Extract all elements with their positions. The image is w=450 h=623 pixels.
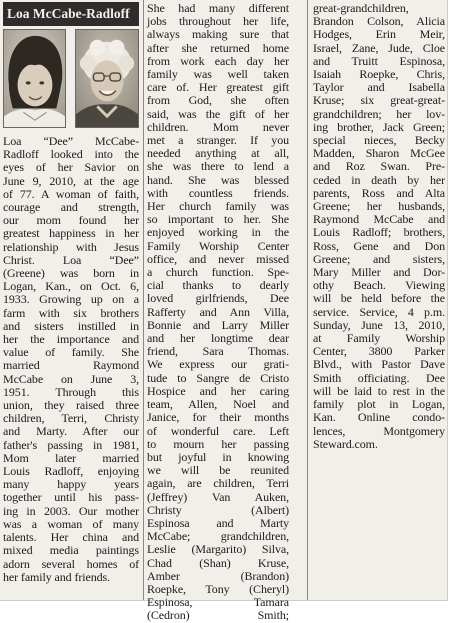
text-line: at Family Worship (313, 331, 445, 346)
text-line: Louis Radloff; brothers, (313, 225, 445, 240)
text-line: said, was the gift of her (147, 106, 289, 121)
text-line: Chad (Shan) Kruse, (147, 555, 289, 570)
text-line: Kruse; six great-great- (313, 93, 445, 108)
text-line: her the importance and (3, 332, 139, 347)
text-line: Radloff looked into the (3, 147, 139, 162)
text-line: Louis Radloff, enjoying (3, 464, 139, 479)
text-line: value of family. She (3, 345, 139, 360)
text-line: Hodges, Erin Meir, (313, 27, 445, 42)
text-line: Brandon Colson, Alicia (313, 14, 445, 29)
text-line: Sunday, June 13, 2010, (313, 317, 445, 332)
text-line: Isaiah Roepke, Chris, (313, 67, 445, 82)
column-1 (3, 2, 139, 598)
text-line: 1951. Through this (3, 384, 139, 399)
text-line: family was well taken (147, 67, 289, 82)
text-line: ing brother, Jack Green; (313, 119, 445, 134)
text-line: Greene; and sisters, (313, 251, 445, 266)
text-line: relationship with Jesus (3, 239, 139, 254)
text-line: friend, Sara Thomas. (147, 344, 289, 359)
text-line: we will be reunited (147, 463, 289, 478)
text-line: (Cedron) Smith; (147, 608, 289, 623)
text-line: lences, Montgomery (313, 423, 445, 438)
text-line: ceded in death by her (313, 172, 445, 187)
text-line: great-grandchildren, (313, 1, 409, 15)
text-line: father's passing in 1981, (3, 437, 139, 452)
text-line: to mourn her passing (147, 436, 289, 451)
text-line: so important to her. She (147, 212, 289, 227)
text-line: and Marty. After our (3, 424, 139, 439)
text-line: Janice, for their months (147, 410, 289, 425)
childhood-photo (3, 29, 66, 128)
text-line: needed anything at all, (147, 146, 289, 161)
text-line: Israel, Zane, Jude, Cloe (313, 40, 445, 55)
text-line: her family and friends. (3, 569, 110, 584)
text-line: Blvd., with Pastor Dave (313, 357, 445, 372)
text-line: Family Worship Center (147, 238, 289, 253)
text-line: after she returned home (147, 40, 289, 55)
text-line: met a stranger. If you (147, 133, 289, 148)
text-line: children, Terri, Christy (3, 411, 139, 426)
text-line: Christ. Loa “Dee” (3, 252, 139, 267)
text-line: Taylor and Isabella (313, 80, 445, 95)
text-line: parents, Ross and Alta (313, 185, 445, 200)
text-line: and her longtime dear (147, 331, 289, 346)
column-3 (313, 2, 445, 598)
text-line: union, they raised three (3, 398, 139, 413)
text-line: children. Mom never (147, 119, 289, 134)
text-line: farm with six brothers (3, 305, 139, 320)
text-line: Smith officiating. Dee (313, 370, 445, 385)
text-line: June 9, 2010, at the age (3, 173, 139, 188)
text-line: Espinosa and Marty (147, 515, 289, 530)
text-line: Christy (Albert) (147, 502, 289, 517)
text-line: Hospice and her caring (147, 383, 289, 398)
text-line: tude to Sangre de Cristo (147, 370, 289, 385)
text-line: courage and strength, (3, 200, 139, 215)
text-line: enjoyed working in the (147, 225, 289, 240)
text-line: married Raymond (3, 358, 139, 373)
text-line: family plot in Logan, (313, 397, 445, 412)
text-line: We express our grati- (147, 357, 289, 372)
column-divider (143, 0, 144, 600)
text-line: McCabe; grandchildren, (147, 529, 289, 544)
text-line: but joyful in knowing (147, 449, 289, 464)
text-line: jobs throughout her life, (147, 14, 289, 29)
text-line: Logan, Kan., on Oct. 6, (3, 279, 139, 294)
text-line: from work each day her (147, 53, 289, 68)
text-line: team, Allen, Noel and (147, 397, 289, 412)
text-line: (Jeffrey) Van Auken, (147, 489, 289, 504)
obituary-name-header: Loa McCabe-Radloff (3, 2, 139, 26)
text-line: and sisters instilled in (3, 318, 139, 333)
obituary-body-column-2 (147, 2, 289, 623)
text-line: othy Beach. Viewing (313, 278, 445, 293)
text-line: cial thanks to dearly (147, 278, 289, 293)
obituary-body-column-1 (3, 135, 139, 584)
text-line: Madden, Sharon McGee (313, 146, 445, 161)
text-line: Steward.com. (313, 436, 378, 451)
text-line: Kan. Online condo- (313, 410, 445, 425)
photo-row (3, 29, 139, 135)
text-line: Ross, Gene and Don (313, 238, 445, 253)
text-line: Bonnie and Larry Miller (147, 317, 289, 332)
recent-photo (75, 29, 139, 128)
text-line: (Greene) was born in (3, 266, 139, 281)
text-line: Raymond McCabe and (313, 212, 445, 227)
text-line: Rafferty and Ann Villa, (147, 304, 289, 319)
text-line: Roepke, Tony (Cheryl) (147, 581, 289, 596)
text-line: a church function. Spe- (147, 265, 289, 280)
text-line: will be laid to rest in the (313, 383, 445, 398)
text-line: Loa “Dee” McCabe- (3, 134, 139, 148)
text-line: was a woman of many (3, 516, 139, 531)
text-line: service. Service, 4 p.m. (313, 304, 445, 319)
text-line: with countless friends. (147, 185, 289, 200)
text-line: always making sure that (147, 27, 289, 42)
text-line: from God, she often (147, 93, 289, 108)
text-line: special nieces, Becky (313, 133, 445, 148)
text-line: Greene; her husbands, (313, 199, 445, 214)
text-line: loved girlfriends, Dee (147, 291, 289, 306)
text-line: office, and never missed (147, 251, 289, 266)
text-line: again, are children, Terri (147, 476, 289, 491)
obituary-body-column-3 (313, 2, 445, 451)
text-line: mixed media paintings (3, 543, 139, 558)
text-line: She had many different (147, 1, 289, 15)
text-line: adorn several homes of (3, 556, 139, 571)
text-line: she was there to lend a (147, 159, 289, 174)
text-line: and Truitt Espinosa, (313, 53, 445, 68)
text-line: Espinosa, Tamara (147, 595, 289, 610)
column-divider (307, 0, 308, 600)
text-line: ing in 2003. Our mother (3, 503, 139, 518)
text-line: Center, 3800 Parker (313, 344, 445, 359)
text-line: talents. Her china and (3, 530, 139, 545)
text-line: Her church family was (147, 199, 289, 214)
text-line: and Roz Swan. Pre- (313, 159, 445, 174)
text-line: Mary Miller and Dor- (313, 265, 445, 280)
text-line: care of. Her greatest gift (147, 80, 289, 95)
text-line: together until his pass- (3, 490, 139, 505)
text-line: eyes of her Savior on (3, 160, 139, 175)
column-2 (147, 1, 289, 623)
text-line: Amber (Brandon) (147, 568, 289, 583)
text-line: hand. She was blessed (147, 172, 289, 187)
text-line: of 77. A woman of faith, (3, 186, 139, 201)
text-line: many happy years (3, 477, 139, 492)
text-line: greatest happiness in her (3, 226, 139, 241)
text-line: of wonderful care. Left (147, 423, 289, 438)
text-line: grandchildren; her lov- (313, 106, 445, 121)
text-line: Mom later married (3, 450, 139, 465)
text-line: 1933. Growing up on a (3, 292, 139, 307)
text-line: McCabe on June 3, (3, 371, 139, 386)
text-line: will be held before the (313, 291, 445, 306)
text-line: our mom found her (3, 213, 139, 228)
text-line: Leslie (Margarito) Silva, (147, 542, 289, 557)
